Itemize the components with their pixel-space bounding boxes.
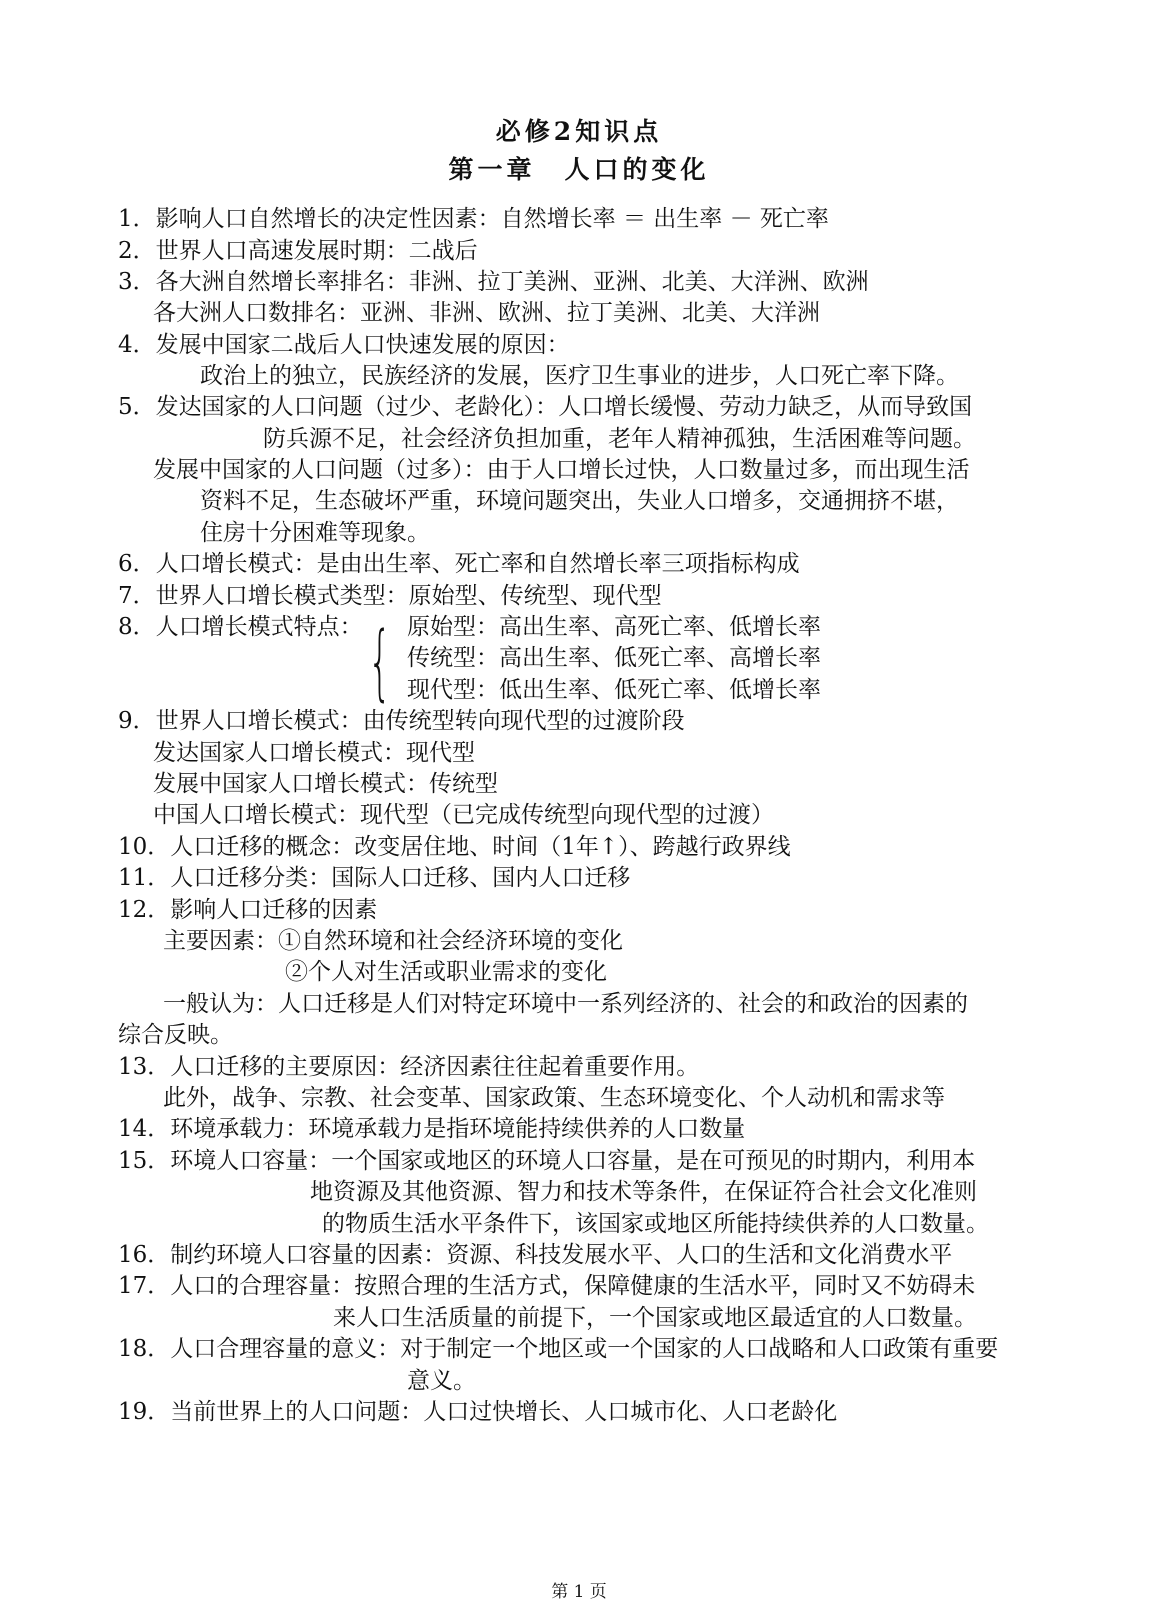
item-1: 1．影响人口自然增长的决定性因素：自然增长率 ＝ 出生率 － 死亡率 — [118, 206, 829, 232]
item-15: 15．环境人口容量：一个国家或地区的环境人口容量，是在可预见的时期内，利用本 — [118, 1148, 976, 1174]
item-12-cont: ②个人对生活或职业需求的变化 — [285, 959, 607, 985]
item-2: 2．世界人口高速发展时期：二战后 — [118, 238, 478, 264]
item-12-cont: 主要因素：①自然环境和社会经济环境的变化 — [163, 928, 623, 954]
item-4-cont: 政治上的独立，民族经济的发展，医疗卫生事业的进步，人口死亡率下降。 — [200, 363, 959, 389]
item-4: 4．发展中国家二战后人口快速发展的原因： — [118, 332, 570, 358]
item-12: 12．影响人口迁移的因素 — [118, 897, 378, 923]
item-15-cont: 的物质生活水平条件下，该国家或地区所能持续供养的人口数量。 — [322, 1211, 989, 1237]
item-9: 9．世界人口增长模式：由传统型转向现代型的过渡阶段 — [118, 708, 685, 734]
item-5-sub-cont: 住房十分困难等现象。 — [200, 520, 430, 546]
item-7: 7．世界人口增长模式类型：原始型、传统型、现代型 — [118, 583, 662, 609]
item-17: 17．人口的合理容量：按照合理的生活方式，保障健康的生活水平，同时又不妨碍未 — [118, 1273, 976, 1299]
item-3: 3．各大洲自然增长率排名：非洲、拉丁美洲、亚洲、北美、大洋洲、欧洲 — [118, 269, 869, 295]
item-13-cont: 此外，战争、宗教、社会变革、国家政策、生态环境变化、个人动机和需求等 — [163, 1085, 945, 1111]
item-16: 16．制约环境人口容量的因素：资源、科技发展水平、人口的生活和文化消费水平 — [118, 1242, 953, 1268]
brace-symbol: { — [368, 615, 392, 710]
item-9-cont: 发达国家人口增长模式：现代型 — [153, 740, 475, 766]
item-5-sub: 发展中国家的人口问题（过多）：由于人口增长过快，人口数量过多，而出现生活 — [153, 457, 970, 483]
page-number: 第 1 页 — [551, 1582, 607, 1602]
item-12-note-cont: 综合反映。 — [118, 1022, 233, 1048]
item-9-cont: 发展中国家人口增长模式：传统型 — [153, 771, 498, 797]
item-8-type: 现代型：低出生率、低死亡率、低增长率 — [407, 677, 821, 703]
document-title: 必修2知识点 — [495, 117, 663, 146]
item-18: 18．人口合理容量的意义：对于制定一个地区或一个国家的人口战略和人口政策有重要 — [118, 1336, 999, 1362]
item-9-cont: 中国人口增长模式：现代型（已完成传统型向现代型的过渡） — [153, 802, 774, 828]
item-13: 13．人口迁移的主要原因：经济因素往往起着重要作用。 — [118, 1054, 700, 1080]
item-18-cont: 意义。 — [407, 1368, 476, 1394]
item-19: 19．当前世界上的人口问题：人口过快增长、人口城市化、人口老龄化 — [118, 1399, 838, 1425]
item-14: 14．环境承载力：环境承载力是指环境能持续供养的人口数量 — [118, 1116, 746, 1142]
item-8-type: 传统型：高出生率、低死亡率、高增长率 — [407, 645, 821, 671]
item-8-type: 原始型：高出生率、高死亡率、低增长率 — [407, 614, 821, 640]
item-8: 8．人口增长模式特点： — [118, 614, 363, 640]
item-15-cont: 地资源及其他资源、智力和技术等条件，在保证符合社会文化准则 — [310, 1179, 977, 1205]
item-5-sub-cont: 资料不足，生态破坏严重，环境问题突出，失业人口增多，交通拥挤不堪， — [200, 488, 959, 514]
item-12-note: 一般认为：人口迁移是人们对特定环境中一系列经济的、社会的和政治的因素的 — [163, 991, 968, 1017]
item-5: 5．发达国家的人口问题（过少、老龄化）：人口增长缓慢、劳动力缺乏，从而导致国 — [118, 394, 973, 420]
item-6: 6．人口增长模式：是由出生率、死亡率和自然增长率三项指标构成 — [118, 551, 800, 577]
item-17-cont: 来人口生活质量的前提下，一个国家或地区最适宜的人口数量。 — [333, 1305, 977, 1331]
item-11: 11．人口迁移分类：国际人口迁移、国内人口迁移 — [118, 865, 631, 891]
item-5-cont: 防兵源不足，社会经济负担加重，老年人精神孤独，生活困难等问题。 — [263, 426, 976, 452]
chapter-heading: 第一章 人口的变化 — [448, 155, 710, 184]
item-3-cont: 各大洲人口数排名：亚洲、非洲、欧洲、拉丁美洲、北美、大洋洲 — [153, 300, 820, 326]
item-10: 10．人口迁移的概念：改变居住地、时间（1年↑）、跨越行政界线 — [118, 834, 791, 860]
